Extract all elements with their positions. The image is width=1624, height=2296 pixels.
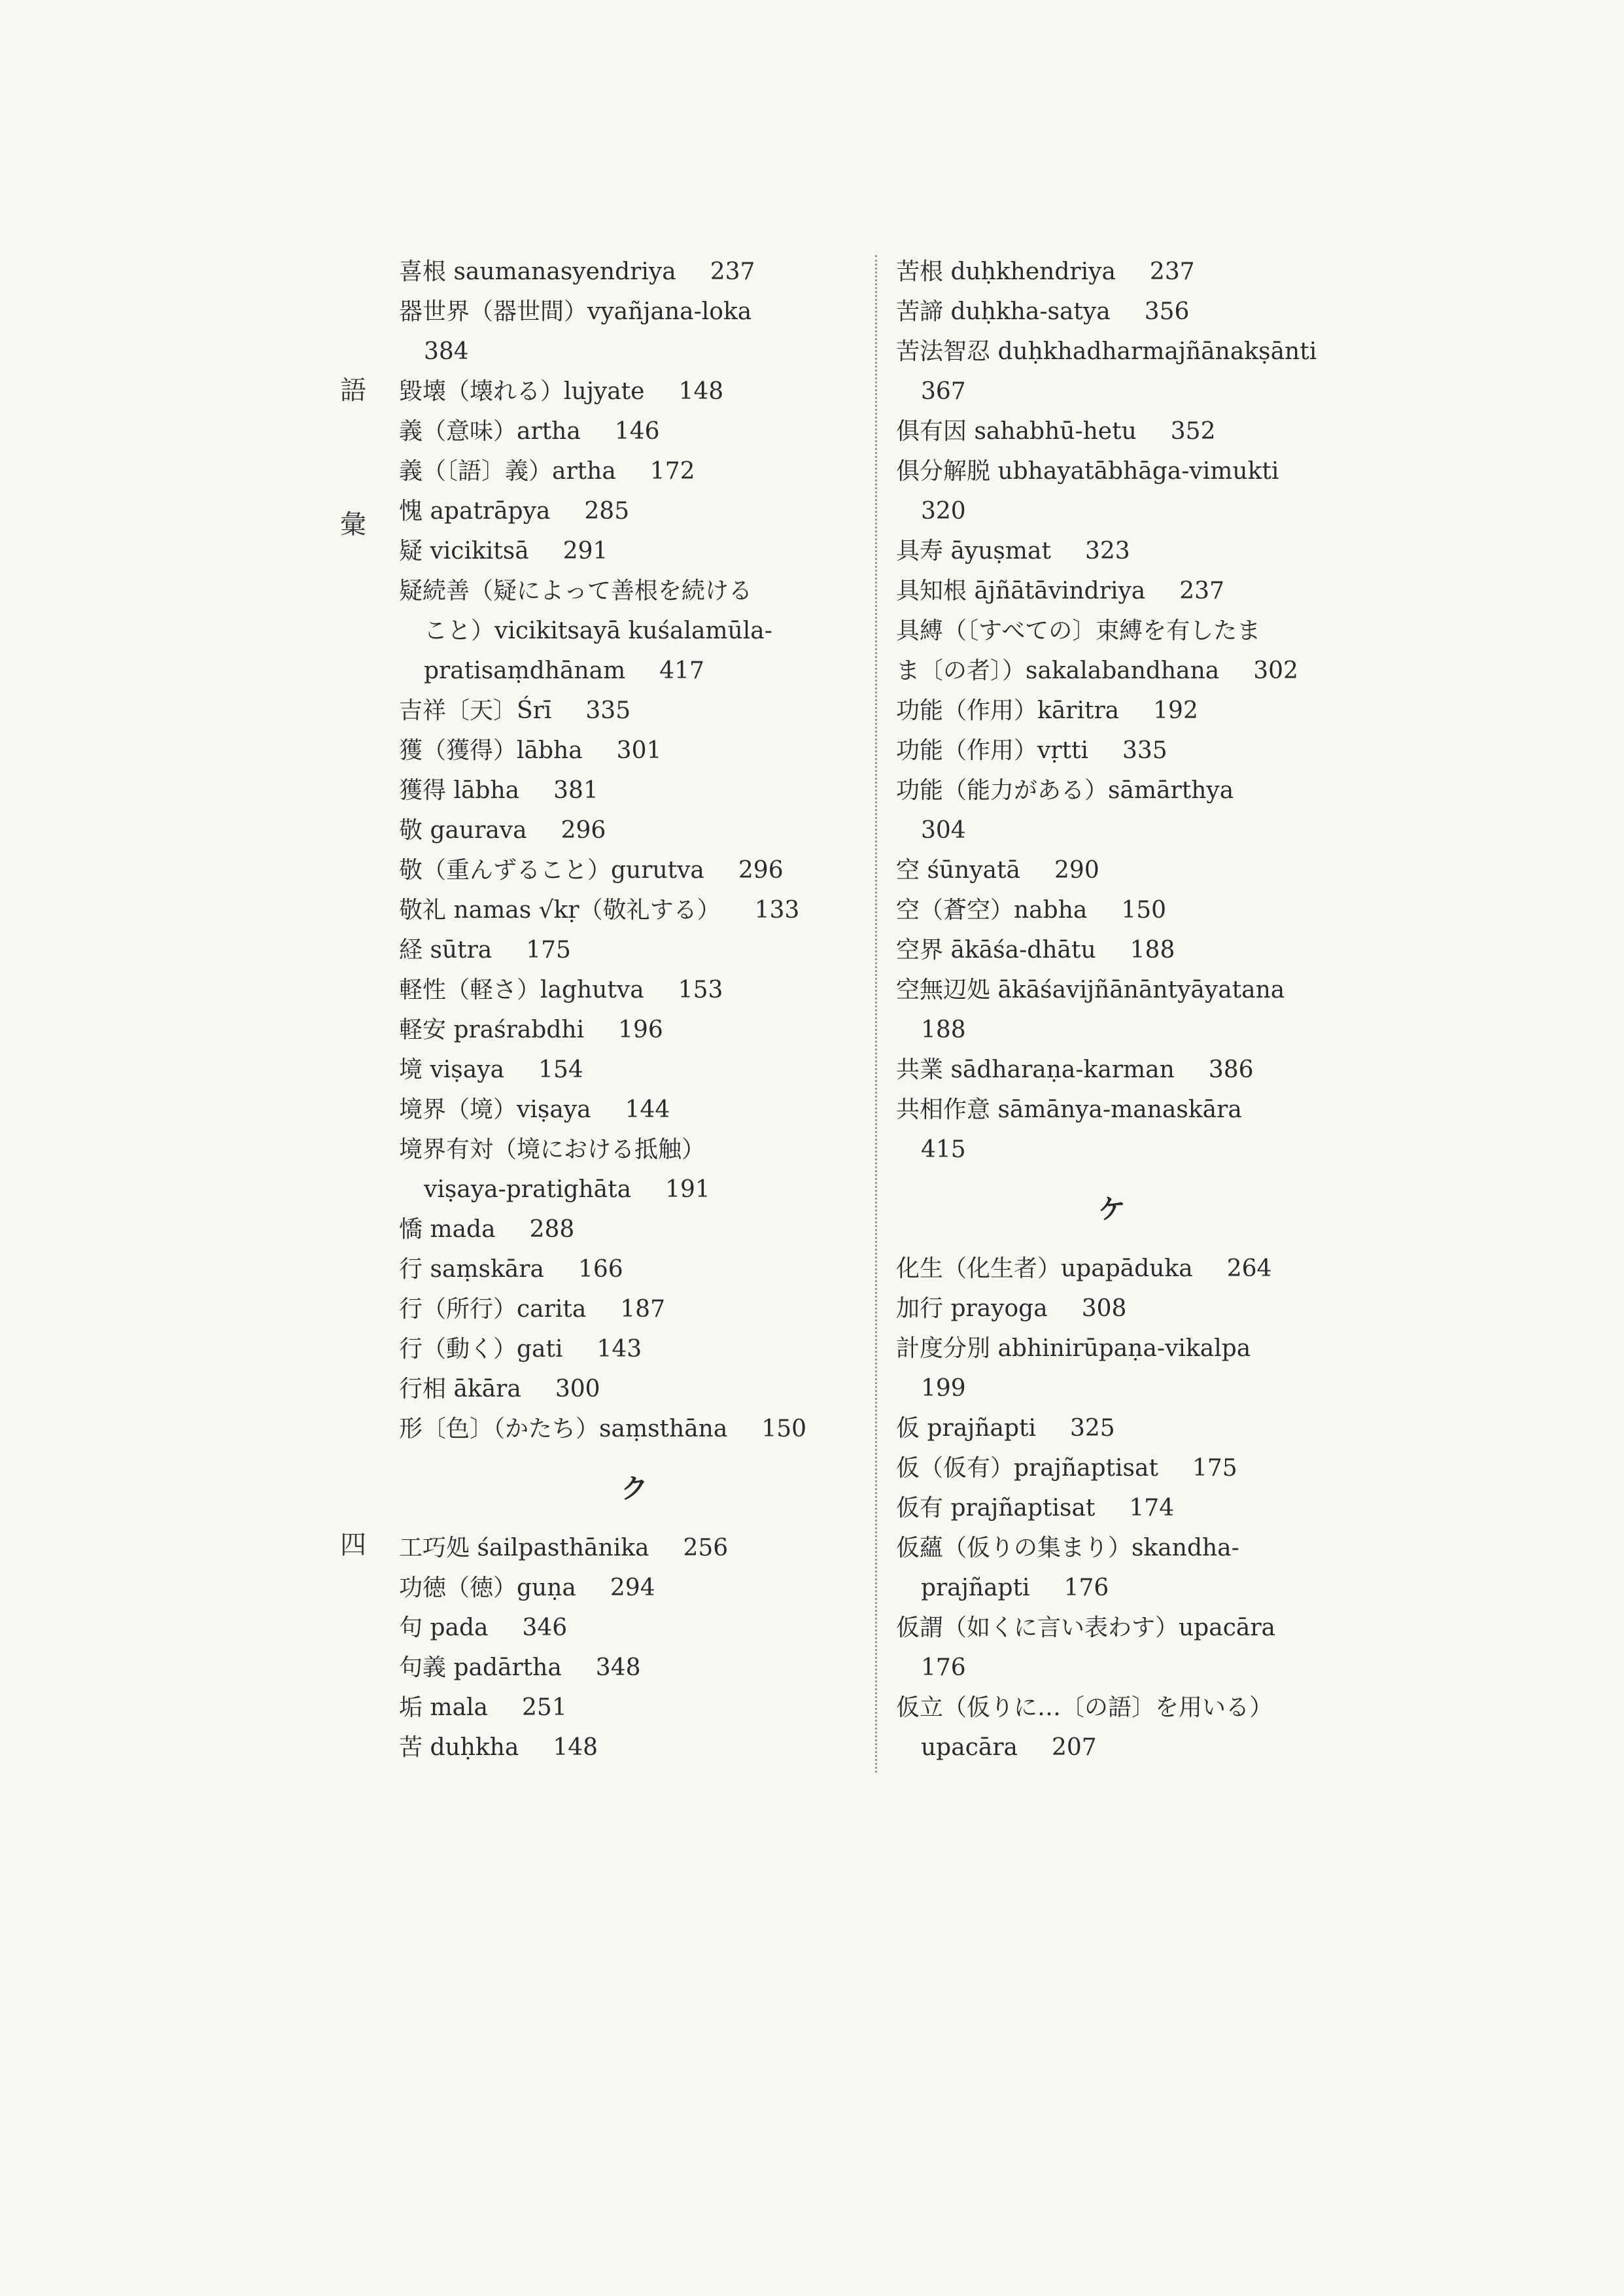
index-entry — [896, 1289, 1328, 1329]
index-term: 384 — [424, 338, 469, 365]
index-term: 行（動く）gati — [399, 1336, 563, 1363]
index-entry — [399, 810, 870, 850]
index-entry — [399, 1688, 870, 1728]
page-reference: 196 — [618, 1017, 663, 1043]
index-entry — [896, 451, 1328, 491]
index-term: 毀壊（壊れる）lujyate — [399, 378, 645, 405]
index-entry — [896, 1368, 1328, 1408]
index-term: pratisaṃdhānam — [424, 657, 626, 684]
page-reference: 288 — [529, 1216, 575, 1243]
index-entry — [896, 810, 1328, 850]
index-entry — [896, 1648, 1328, 1688]
index-entry — [896, 1050, 1328, 1090]
index-term: 304 — [921, 817, 966, 844]
index-entry — [399, 691, 870, 731]
index-term: 苦諦 duḥkha-satya — [896, 298, 1111, 325]
index-entry — [896, 372, 1328, 411]
index-entry — [399, 850, 870, 890]
page-reference: 296 — [561, 817, 606, 844]
index-entry — [896, 611, 1328, 651]
index-entry — [896, 1528, 1328, 1568]
index-term: 空（蒼空）nabha — [896, 897, 1088, 924]
index-term: 功能（能力がある）sāmārthya — [896, 777, 1234, 804]
index-term: 句 pada — [399, 1614, 489, 1641]
page-reference: 386 — [1208, 1056, 1254, 1083]
index-entry — [896, 491, 1328, 531]
index-term: 愧 apatrāpya — [399, 498, 551, 525]
page-reference: 308 — [1081, 1295, 1127, 1322]
index-entry — [399, 332, 870, 372]
page-reference: 237 — [1149, 258, 1195, 285]
index-entry — [896, 930, 1328, 970]
index-entry — [399, 1289, 870, 1329]
page-reference: 335 — [1122, 737, 1167, 764]
index-term: 義（〔語〕義）artha — [399, 458, 616, 485]
index-term: 367 — [921, 378, 966, 405]
index-entry — [399, 411, 870, 451]
index-term: 疑続善（疑によって善根を続ける — [399, 578, 753, 604]
index-term: 176 — [921, 1654, 966, 1681]
index-term: 共相作意 sāmānya-manaskāra — [896, 1096, 1242, 1123]
page-reference: 191 — [665, 1176, 710, 1203]
index-term: こと）vicikitsayā kuśalamūla- — [424, 617, 772, 644]
index-term: 苦法智忍 duḥkhadharmajñānakṣānti — [896, 338, 1317, 365]
index-term: 敬（重んずること）gurutva — [399, 857, 704, 884]
index-entry — [896, 571, 1328, 611]
index-term: 義（意味）artha — [399, 418, 581, 445]
index-term: 獲得 lābha — [399, 777, 520, 804]
index-entry — [399, 1728, 870, 1767]
index-entry — [896, 1608, 1328, 1648]
index-term: 仮蘊（仮りの集まり）skandha- — [896, 1535, 1239, 1561]
page-reference: 176 — [1063, 1574, 1109, 1601]
index-term: 仮謂（如くに言い表わす）upacāra — [896, 1614, 1275, 1641]
index-entry — [399, 292, 870, 332]
index-term: 形〔色〕（かたち）saṃsthāna — [399, 1416, 728, 1442]
index-term: upacāra — [921, 1734, 1018, 1761]
index-term: ま〔の者〕）sakalabandhana — [896, 657, 1220, 684]
page-reference: 348 — [595, 1654, 641, 1681]
index-entry — [896, 252, 1328, 292]
index-entry — [896, 1688, 1328, 1728]
index-entry — [399, 1568, 870, 1608]
index-entry — [896, 1130, 1328, 1170]
index-term: 行相 ākāra — [399, 1376, 521, 1402]
page-reference: 153 — [678, 977, 723, 1003]
index-term: 仮 prajñapti — [896, 1415, 1036, 1442]
index-entry — [399, 1249, 870, 1289]
index-entry — [896, 292, 1328, 332]
index-term: 疑 vicikitsā — [399, 538, 529, 565]
index-term: 器世界（器世間）vyañjana-loka — [399, 298, 752, 325]
page-reference: 133 — [754, 897, 800, 924]
page-reference: 264 — [1226, 1255, 1272, 1282]
index-term: 仮立（仮りに…〔の語〕を用いる） — [896, 1694, 1273, 1721]
index-term: 境界有対（境における抵触） — [399, 1136, 706, 1163]
index-entry — [896, 771, 1328, 810]
index-term: 具寿 āyuṣmat — [896, 538, 1051, 565]
index-entry — [399, 451, 870, 491]
index-entry — [399, 731, 870, 771]
index-entry — [399, 771, 870, 810]
index-entry — [399, 1170, 870, 1209]
page-reference: 146 — [614, 418, 660, 445]
index-term: 功徳（徳）guṇa — [399, 1574, 576, 1601]
index-entry — [896, 1249, 1328, 1289]
index-entry — [399, 1409, 870, 1449]
index-term: 199 — [921, 1375, 966, 1402]
page-reference: 417 — [659, 657, 704, 684]
page-reference: 302 — [1253, 657, 1298, 684]
page-reference: 237 — [1179, 578, 1224, 604]
page-reference: 175 — [526, 937, 571, 964]
index-term: 仮（仮有）prajñaptisat — [896, 1455, 1158, 1482]
index-entry — [896, 1728, 1328, 1767]
side-mark-page-number: 四 — [340, 1530, 366, 1560]
index-entry — [896, 1568, 1328, 1608]
index-term: 空 śūnyatā — [896, 857, 1021, 884]
index-entry — [399, 1010, 870, 1050]
page-reference: 296 — [738, 857, 784, 884]
page-reference: 172 — [649, 458, 695, 485]
index-entry — [399, 1648, 870, 1688]
index-entry — [399, 1329, 870, 1369]
index-entry — [896, 1090, 1328, 1130]
page-reference: 148 — [553, 1734, 598, 1761]
index-entry — [399, 1608, 870, 1648]
index-entry — [399, 252, 870, 292]
index-term: 計度分別 abhinirūpaṇa-vikalpa — [896, 1335, 1251, 1362]
page-reference: 335 — [585, 697, 631, 724]
page-reference: 207 — [1052, 1734, 1097, 1761]
index-term: 空無辺処 ākāśavijñānāntyāyatana — [896, 977, 1285, 1003]
index-term: 行（所行）carita — [399, 1296, 587, 1323]
page-reference: 294 — [610, 1574, 655, 1601]
index-entry — [399, 1130, 870, 1170]
index-entry — [399, 611, 870, 651]
index-term: 加行 prayoga — [896, 1295, 1048, 1322]
index-term: prajñapti — [921, 1574, 1030, 1601]
index-term: 化生（化生者）upapāduka — [896, 1255, 1193, 1282]
index-entry — [896, 411, 1328, 451]
index-entry — [896, 731, 1328, 771]
index-entry — [399, 1090, 870, 1130]
index-entry — [399, 1369, 870, 1409]
page-reference: 174 — [1129, 1495, 1175, 1522]
index-entry — [399, 651, 870, 691]
page-reference: 346 — [522, 1614, 568, 1641]
page-reference: 301 — [616, 737, 662, 764]
column-divider — [875, 255, 877, 1773]
index-entry — [896, 850, 1328, 890]
page-reference: 256 — [683, 1535, 729, 1561]
page-reference: 188 — [1130, 937, 1175, 964]
index-term: 獲（獲得）lābha — [399, 737, 583, 764]
index-entry — [399, 571, 870, 611]
index-term: 軽性（軽さ）laghutva — [399, 977, 644, 1003]
index-entry — [896, 531, 1328, 571]
index-entry — [896, 1329, 1328, 1368]
index-term: 188 — [921, 1017, 966, 1043]
index-entry — [896, 1488, 1328, 1528]
section-heading: ケ — [1097, 1193, 1126, 1225]
index-term: 具知根 ājñātāvindriya — [896, 578, 1146, 604]
side-mark-go: 語 — [340, 375, 366, 406]
page-reference: 192 — [1153, 697, 1198, 724]
page-reference: 325 — [1070, 1415, 1115, 1442]
index-term: 415 — [921, 1136, 966, 1163]
page-reference: 291 — [562, 538, 608, 565]
page-reference: 300 — [555, 1376, 600, 1402]
index-term: 苦根 duḥkhendriya — [896, 258, 1116, 285]
index-term: 苦 duḥkha — [399, 1734, 519, 1761]
right-index-column — [896, 252, 1328, 1767]
index-term: 行 saṃskāra — [399, 1256, 544, 1283]
index-term: 敬 gaurava — [399, 817, 527, 844]
page-reference: 187 — [620, 1296, 665, 1323]
index-entry — [399, 491, 870, 531]
index-term: 吉祥〔天〕Śrī — [399, 697, 552, 724]
index-entry — [896, 651, 1328, 691]
page-reference: 237 — [710, 258, 755, 285]
index-term: 工巧処 śailpasthānika — [399, 1535, 649, 1561]
index-entry — [399, 890, 870, 930]
index-term: 敬礼 namas √kṛ（敬礼する） — [399, 897, 721, 924]
index-term: 経 sūtra — [399, 937, 492, 964]
page-reference: 148 — [678, 378, 724, 405]
page-reference: 154 — [538, 1056, 583, 1083]
page-reference: 352 — [1170, 418, 1216, 445]
index-term: 憍 mada — [399, 1216, 496, 1243]
page-reference: 251 — [522, 1694, 567, 1721]
index-term: 功能（作用）kāritra — [896, 697, 1120, 724]
index-term: 俱有因 sahabhū-hetu — [896, 418, 1137, 445]
index-entry — [896, 1010, 1328, 1050]
page-reference: 175 — [1192, 1455, 1237, 1482]
index-term: 仮有 prajñaptisat — [896, 1495, 1096, 1522]
index-entry — [399, 970, 870, 1010]
page-reference: 150 — [761, 1416, 807, 1442]
page-reference: 166 — [578, 1256, 623, 1283]
index-term: 境 viṣaya — [399, 1056, 505, 1083]
index-entry — [896, 890, 1328, 930]
index-term: 喜根 saumanasyendriya — [399, 258, 676, 285]
side-mark-i: 彙 — [340, 510, 366, 540]
index-entry — [399, 531, 870, 571]
index-term: 具縛（〔すべての〕束縛を有したま — [896, 617, 1261, 644]
page-reference: 323 — [1084, 538, 1130, 565]
index-entry — [896, 691, 1328, 731]
index-term: 境界（境）viṣaya — [399, 1096, 591, 1123]
left-index-column — [399, 252, 870, 1767]
page-reference: 285 — [584, 498, 630, 525]
index-entry — [399, 930, 870, 970]
index-term: 共業 sādharaṇa-karman — [896, 1056, 1175, 1083]
page-reference: 356 — [1144, 298, 1190, 325]
index-term: 俱分解脱 ubhayatābhāga-vimukti — [896, 458, 1279, 485]
index-entry — [399, 1528, 870, 1568]
index-term: 軽安 praśrabdhi — [399, 1017, 585, 1043]
index-term: 320 — [921, 498, 966, 525]
page-reference: 143 — [596, 1336, 642, 1363]
page-reference: 290 — [1054, 857, 1099, 884]
page-reference: 381 — [553, 777, 598, 804]
index-entry — [896, 970, 1328, 1010]
index-entry — [399, 1050, 870, 1090]
page-reference: 144 — [625, 1096, 670, 1123]
index-entry — [896, 1448, 1328, 1488]
page-reference: 150 — [1121, 897, 1167, 924]
index-term: 句義 padārtha — [399, 1654, 562, 1681]
section-heading: ク — [620, 1472, 648, 1505]
index-entry — [399, 372, 870, 411]
index-term: 垢 mala — [399, 1694, 489, 1721]
index-term: viṣaya-pratighāta — [424, 1176, 632, 1203]
index-term: 空界 ākāśa-dhātu — [896, 937, 1096, 964]
index-entry — [896, 332, 1328, 372]
index-entry — [896, 1408, 1328, 1448]
index-entry — [399, 1209, 870, 1249]
index-term: 功能（作用）vṛtti — [896, 737, 1088, 764]
